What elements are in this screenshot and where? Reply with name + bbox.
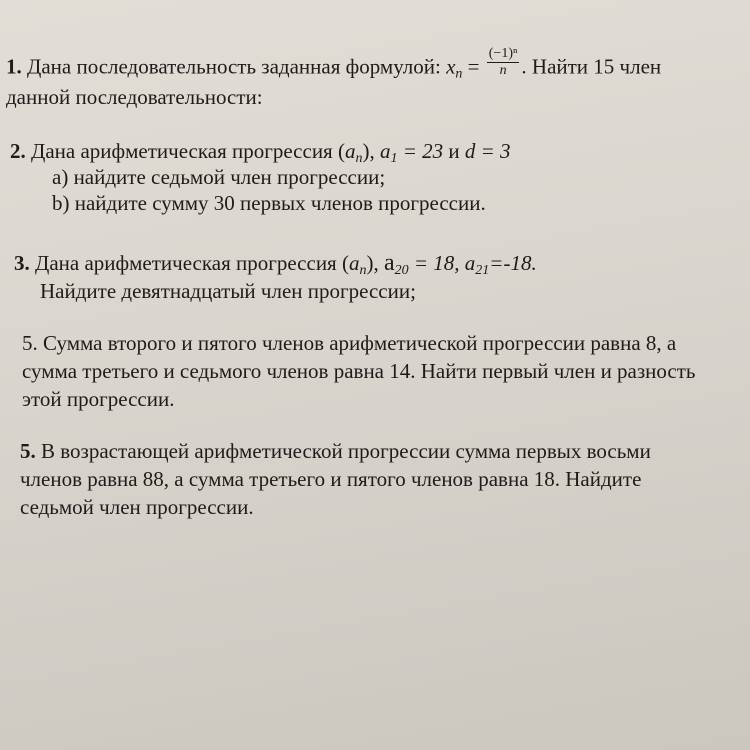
task-2-text-b: ), xyxy=(362,139,380,163)
task-5-number: 5. xyxy=(20,439,36,463)
task-1-var-sub: n xyxy=(455,66,463,82)
task-1-var: x xyxy=(446,54,456,79)
task-2-a1: a xyxy=(379,139,391,163)
task-4-line-3: этой прогрессии. xyxy=(22,387,175,411)
task-3-text-b: ), xyxy=(366,251,384,275)
task-1-line-1 xyxy=(6,46,662,87)
task-1-text-b: . Найти 15 член xyxy=(521,54,662,79)
task-4-line-1 xyxy=(22,330,676,357)
task-1-frac-top: (−1)ⁿ xyxy=(488,46,518,61)
task-3-a20-val: = 18, xyxy=(408,251,465,275)
task-3-number: 3. xyxy=(14,251,30,275)
task-2-text-a: Дана арифметическая прогрессия ( xyxy=(25,139,345,163)
task-2-seq: a xyxy=(344,139,356,163)
task-5-line-3: седьмой член прогрессии. xyxy=(20,495,254,519)
task-1-eq: = xyxy=(462,54,485,79)
task-3-a20: a xyxy=(383,250,395,276)
task-2-d: d = 3 xyxy=(459,139,511,163)
task-1-frac-bottom: n xyxy=(499,63,507,78)
task-5-line-2: членов равна 88, а сумма третьего и пятого членов равна 18. Найдите xyxy=(20,467,642,491)
task-1-number: 1. xyxy=(6,54,22,79)
task-2-item-b: b) найдите сумму 30 первых членов прогрессии. xyxy=(52,191,486,215)
task-3-text-a: Дана арифметическая прогрессия ( xyxy=(29,251,349,275)
task-2-a1-sub: 1 xyxy=(390,151,398,166)
task-2-seq-sub: n xyxy=(355,151,363,166)
task-3-line-2: Найдите девятнадцатый член прогрессии; xyxy=(40,279,416,303)
task-3-a20-sub: 20 xyxy=(394,263,409,278)
task-1-line-2: данной последовательности: xyxy=(6,85,263,109)
task-3-seq: a xyxy=(348,251,360,275)
task-1-formula-fraction xyxy=(487,46,520,79)
task-1-text-a: Дана последовательность заданная формулой: xyxy=(21,54,447,79)
task-2-and: и xyxy=(448,139,460,163)
task-4-line-2: сумма третьего и седьмого членов равна 14. Найти первый член и разность xyxy=(22,359,696,383)
task-4-line-1-text: Сумма второго и пятого членов арифметической прогрессии равна 8, а xyxy=(37,331,677,355)
task-2-number: 2. xyxy=(10,139,26,163)
task-4-number: 5. xyxy=(22,331,38,355)
task-5-line-1 xyxy=(20,438,651,465)
task-3-a21: a xyxy=(464,251,476,275)
task-2-a1-val: = 23 xyxy=(397,139,449,163)
task-2-item-a: а) найдите седьмой член прогрессии; xyxy=(52,165,386,189)
task-3-a21-val: =-18. xyxy=(489,251,537,275)
task-5-line-1-text: В возрастающей арифметической прогрессии сумма первых восьми xyxy=(35,439,651,463)
task-3-a21-sub: 21 xyxy=(475,263,490,278)
task-3-seq-sub: n xyxy=(359,263,367,278)
